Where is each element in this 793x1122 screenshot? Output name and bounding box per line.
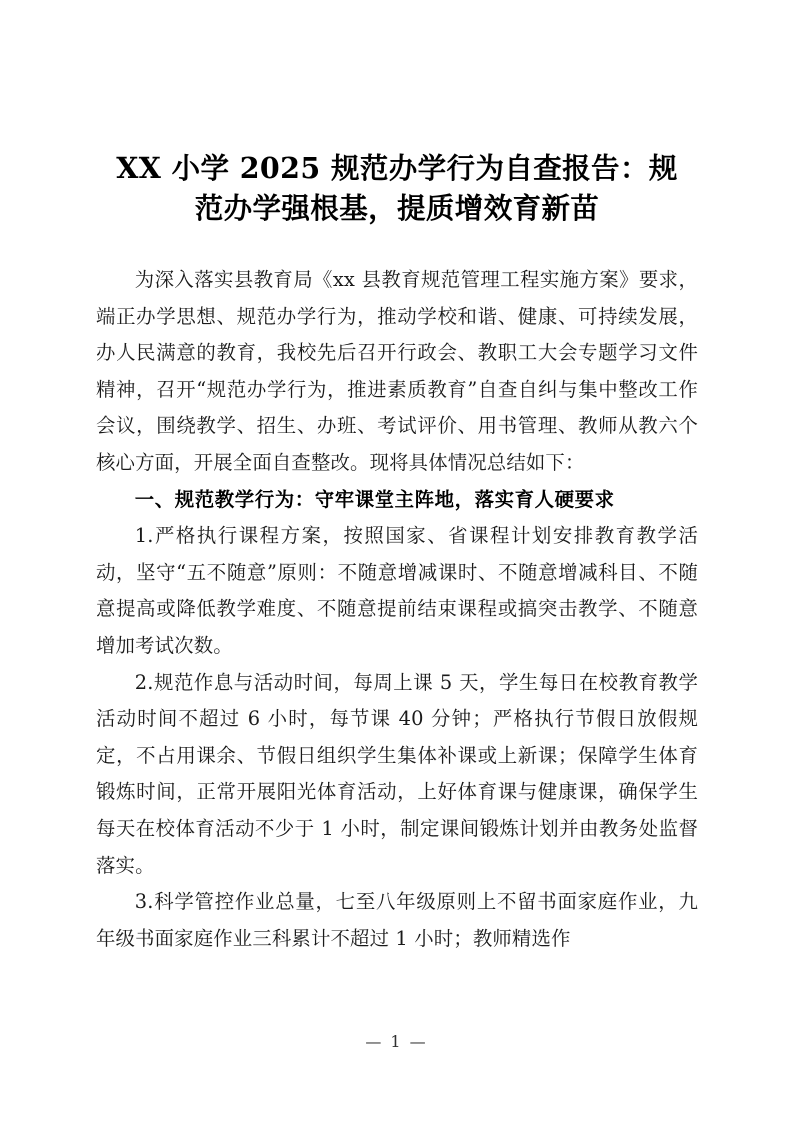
paragraph-item-2: 2.规范作息与活动时间，每周上课 5 天，学生每日在校教育教学活动时间不超过 6 小时，每节课 40 分钟；严格执行节假日放假规定，不占用课余、节假日组织学生集体补课或上新课；保障学生体育锻炼时间，正常开展阳光体育活动，上好体育课与健康课，确保学生每天在校体育活动不少于 1 小时，制定课间锻炼计划并由教务处监督落实。 (96, 670, 698, 877)
page-title-line-2: 范办学强根基，提质增效育新苗 (194, 191, 600, 225)
paragraph-item-1: 1.严格执行课程方案，按照国家、省课程计划安排教育教学活动，坚守“五不随意”原则：不随意增减课时、不随意增减科目、不随意提高或降低教学难度、不随意提前结束课程或搞突击教学、不随意增加考试次数。 (96, 524, 698, 657)
document-body (96, 262, 698, 957)
page-number-footer: — 1 — (365, 1032, 428, 1051)
page-title (96, 148, 698, 228)
section-heading-1: 一、规范教学行为：守牢课堂主阵地，落实育人硬要求 (134, 487, 615, 511)
paragraph-intro: 为深入落实县教育局《xx 县教育规范管理工程实施方案》要求，端正办学思想、规范办学行为，推动学校和谐、健康、可持续发展，办人民满意的教育，我校先后召开行政会、教职工大会专题学习文件精神，召开“规范办学行为，推进素质教育”自查自纠与集中整改工作会议，围绕教学、招生、办班、考试评价、用书管理、教师从教六个核心方面，开展全面自查整改。现将具体情况总结如下： (96, 268, 698, 474)
paragraph-item-3: 3.科学管控作业总量，七至八年级原则上不留书面家庭作业，九年级书面家庭作业三科累计不超过 1 小时；教师精选作 (96, 890, 698, 950)
page-title-line-1: XX 小学 2025 规范办学行为自查报告：规 (116, 151, 678, 185)
